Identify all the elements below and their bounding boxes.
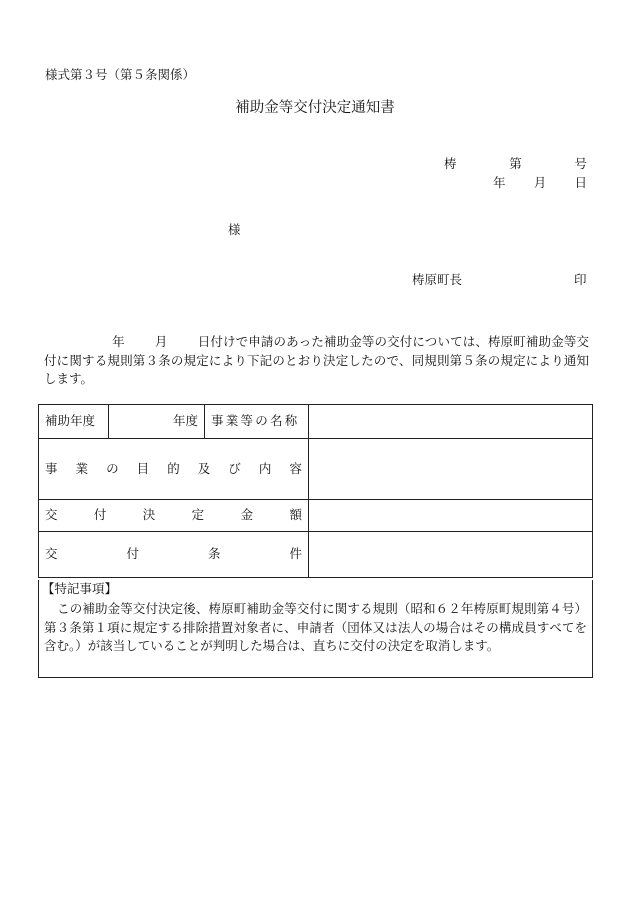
body-year: 年 <box>112 334 125 349</box>
conditions-label-cell <box>39 532 309 578</box>
conditions-value <box>309 532 593 578</box>
body-text: 日付けで申請のあった補助金等の交付については、梼原町補助金等交付に関する規則第３条の規定により下記のとおり決定したので、同規則第５条の規定により通知します。 <box>44 334 589 386</box>
special-notes-text <box>44 600 587 656</box>
conditions-label-char: 条 <box>207 546 221 562</box>
purpose-label-char: び <box>228 460 241 476</box>
document-number-line <box>444 158 587 171</box>
amount-label-cell <box>39 500 309 532</box>
conditions-label-char: 交 <box>45 546 58 562</box>
special-notes-body: この補助金等交付決定後、梼原町補助金等交付に関する規則（昭和６２年梼原町規則第４号）第３条第１項に規定する排除措置対象者に、申請者（団体又は法人の場合はその構成員すべてを含む。）が該当していることが判明した場合は、直ちに交付の決定を取消します。 <box>44 601 587 653</box>
date-month: 月 <box>533 175 547 190</box>
purpose-label-char: の <box>106 460 119 476</box>
form-number: 様式第３号（第５条関係） <box>45 67 196 82</box>
purpose-label-char: 及 <box>197 460 211 476</box>
special-notes-heading: 【特記事項】 <box>42 581 118 596</box>
table-row <box>39 439 593 500</box>
purpose-label-char: 容 <box>289 460 302 476</box>
date-day: 日 <box>574 175 587 190</box>
amount-label-char: 交 <box>45 507 58 523</box>
number-prefix: 梼 <box>444 156 457 171</box>
number-dai: 第 <box>509 156 522 171</box>
document-title: 補助金等交付決定通知書 <box>235 100 395 116</box>
conditions-label-char: 件 <box>289 546 302 562</box>
purpose-label-char: 事 <box>45 460 58 476</box>
purpose-label-char: 業 <box>75 460 89 476</box>
body-month: 月 <box>154 334 168 349</box>
amount-label <box>45 509 302 522</box>
purpose-label-char: 目 <box>136 460 150 476</box>
purpose-label-char: 的 <box>167 460 180 476</box>
issuer-title: 梼原町長 <box>412 272 463 287</box>
purpose-label-cell <box>39 439 309 500</box>
body-paragraph <box>44 333 589 389</box>
fiscal-year-unit: 年度 <box>109 405 205 439</box>
conditions-label-char: 付 <box>126 546 139 562</box>
project-name-value <box>309 405 593 439</box>
special-notes-box <box>38 580 593 678</box>
amount-label-char: 付 <box>93 507 107 523</box>
seal-mark: 印 <box>574 272 587 287</box>
number-suffix: 号 <box>574 156 587 171</box>
amount-label-char: 金 <box>240 507 254 523</box>
purpose-value <box>309 439 593 500</box>
amount-value <box>309 500 593 532</box>
date-line <box>493 177 587 190</box>
amount-label-char: 額 <box>289 507 302 523</box>
addressee-honorific: 様 <box>228 222 241 237</box>
decision-table <box>38 404 593 578</box>
conditions-label <box>45 548 302 561</box>
fiscal-year-label: 補助年度 <box>39 405 109 439</box>
table-row <box>39 500 593 532</box>
date-year: 年 <box>493 175 506 190</box>
purpose-label <box>45 460 302 476</box>
amount-label-char: 決 <box>142 507 156 523</box>
project-name-label: 事業等の名称 <box>205 405 309 439</box>
purpose-label-char: 内 <box>258 460 272 476</box>
table-row <box>39 405 593 439</box>
table-row <box>39 532 593 578</box>
amount-label-char: 定 <box>191 507 205 523</box>
